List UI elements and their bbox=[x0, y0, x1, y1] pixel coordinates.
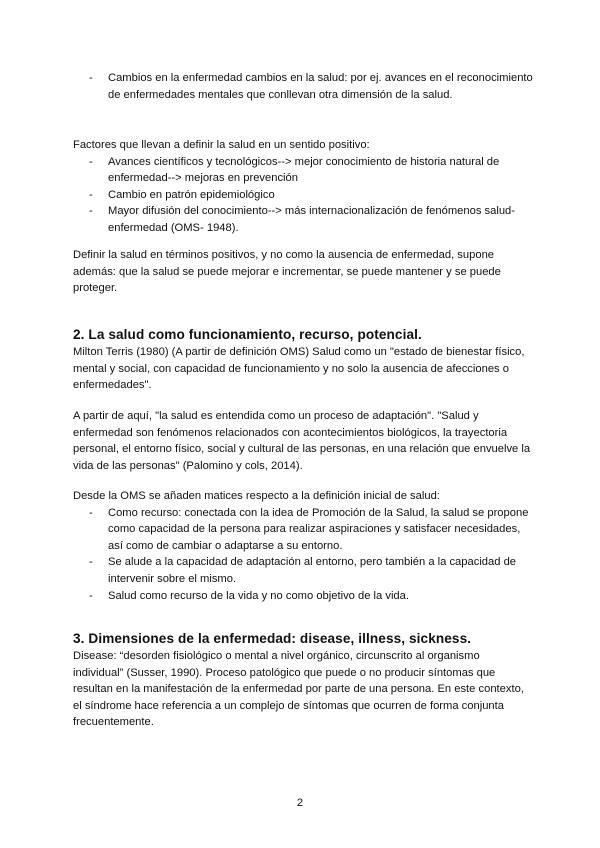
dash-bullet: - bbox=[89, 556, 93, 569]
section-3 bbox=[73, 630, 533, 731]
terris-paragraph: Milton Terris (1980) (A partir de definición OMS) Salud como un "estado de bienestar físico, mental y social, con capacidad de funcionamiento y no solo la ausencia de afecciones o enfermedades". bbox=[73, 346, 525, 392]
page-number: 2 bbox=[296, 797, 304, 809]
list-item: - Cambios en la enfermedad cambios en la salud: por ej. avances en el reconocimiento de enfermedades mentales que conllevan otra dimensión de la salud. bbox=[89, 72, 533, 101]
dash-bullet: - bbox=[89, 188, 93, 201]
list-item: - Cambio en patrón epidemiológico bbox=[73, 187, 533, 204]
positive-factors-block bbox=[73, 137, 533, 237]
changes-list-block bbox=[73, 70, 533, 103]
dash-bullet: - bbox=[89, 155, 93, 168]
list-item: - Mayor difusión del conocimiento--> más internacionalización de fenómenos salud-enfermedad (OMS- 1948). bbox=[89, 205, 516, 234]
dash-bullet: - bbox=[89, 205, 93, 218]
positive-definition-block bbox=[73, 247, 533, 297]
list-item: - Como recurso: conectada con la idea de Promoción de la Salud, la salud se propone como capacidad de la persona para realizar aspiraciones y satisfacer necesidades, así como de cambiar o adaptarse a su entorno. bbox=[89, 506, 529, 552]
section-3-heading: 3. Dimensiones de la enfermedad: disease, illness, sickness. bbox=[73, 631, 472, 646]
adaptation-block bbox=[73, 408, 533, 474]
section-2-heading: 2. La salud como funcionamiento, recurso, potencial. bbox=[73, 327, 422, 342]
oms-nuances-list bbox=[73, 505, 533, 605]
section-2 bbox=[73, 326, 533, 394]
positive-definition-paragraph: Definir la salud en términos positivos, y no como la ausencia de enfermedad, supone además: que la salud se puede mejorar e incrementar, se puede mantener y se puede proteger. bbox=[73, 249, 501, 295]
list-item: - Salud como recurso de la vida y no como objetivo de la vida. bbox=[73, 588, 533, 605]
oms-nuances-block bbox=[73, 488, 533, 604]
dash-bullet: - bbox=[89, 589, 93, 602]
dash-bullet: - bbox=[89, 506, 93, 519]
factors-list bbox=[73, 154, 533, 237]
changes-list bbox=[73, 70, 533, 103]
adaptation-paragraph: A partir de aquí, "la salud es entendida como un proceso de adaptación". "Salud y enfermedad son fenómenos relacionados con acontecimientos biológicos, la trayectoria personal, el entorno físico, social y cultural de las personas, en una relación que envuelve la vida de las personas" (Palomino y cols, 2014). bbox=[73, 410, 531, 472]
oms-intro: Desde la OMS se añaden matices respecto a la definición inicial de salud: bbox=[73, 490, 440, 502]
dash-bullet: - bbox=[89, 72, 93, 84]
factors-intro: Factores que llevan a definir la salud en un sentido positivo: bbox=[73, 139, 370, 151]
disease-paragraph: Disease: “desorden fisiológico o mental a nivel orgánico, circunscrito al organismo individual” (Susser, 1990). Proceso patológico que puede o no producir síntomas que resultan en la manifestación de la enfermedad por parte de una persona. En este contexto, el síndrome hace referencia a un complejo de síntomas que ocurren de forma conjunta frecuentemente. bbox=[73, 650, 524, 729]
list-item: - Avances científicos y tecnológicos--> mejor conocimiento de historia natural de enfermedad--> mejoras en prevención bbox=[89, 155, 500, 185]
list-item: - Se alude a la capacidad de adaptación al entorno, pero también a la capacidad de intervenir sobre el mismo. bbox=[89, 556, 517, 585]
